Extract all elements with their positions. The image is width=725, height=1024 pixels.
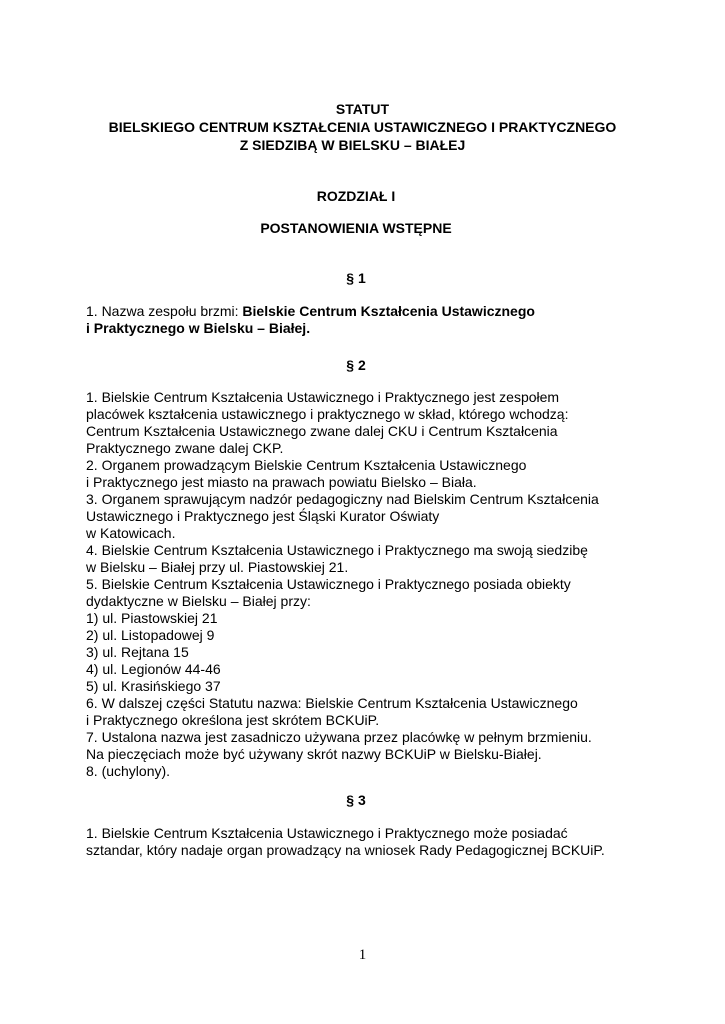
title-line-3: Z SIEDZIBĄ W BIELSKU – BIAŁEJ <box>239 137 466 153</box>
paragraph-line: 5. Bielskie Centrum Kształcenia Ustawicznego i Praktycznego posiada obiekty <box>86 576 571 592</box>
paragraph-line: sztandar, który nadaje organ prowadzący na wniosek Rady Pedagogicznej BCKUiP. <box>86 842 605 858</box>
paragraph-line: 4) ul. Legionów 44-46 <box>86 661 221 677</box>
chapter-subheading: POSTANOWIENIA WSTĘPNE <box>260 220 452 236</box>
section-3-body <box>86 825 646 859</box>
section-3-heading: § 3 <box>346 792 366 808</box>
section-1-text-plain: 1. Nazwa zespołu brzmi: <box>86 303 243 319</box>
section-2-heading: § 2 <box>346 357 366 373</box>
paragraph-line: dydaktyczne w Bielsku – Białej przy: <box>86 593 311 609</box>
paragraph-line: w Bielsku – Białej przy ul. Piastowskiej 21. <box>86 559 349 575</box>
section-1-line-2: i Praktycznego w Bielsku – Białej. <box>86 320 311 336</box>
paragraph-line: 8. (uchylony). <box>86 763 171 779</box>
paragraph-line: 6. W dalszej części Statutu nazwa: Bielskie Centrum Kształcenia Ustawicznego <box>86 695 578 711</box>
title-line-2: BIELSKIEGO CENTRUM KSZTAŁCENIA USTAWICZNEGO I PRAKTYCZNEGO <box>108 119 617 135</box>
title-line-1: STATUT <box>335 101 390 117</box>
paragraph-line: 2. Organem prowadzącym Bielskie Centrum Kształcenia Ustawicznego <box>86 457 527 473</box>
section-1-text-bold: Bielskie Centrum Kształcenia Ustawicznego <box>242 303 535 319</box>
section-2-body <box>86 389 646 780</box>
paragraph-line: 3. Organem sprawującym nadzór pedagogiczny nad Bielskim Centrum Kształcenia <box>86 491 599 507</box>
paragraph-line: 4. Bielskie Centrum Kształcenia Ustawicznego i Praktycznego ma swoją siedzibę <box>86 542 588 558</box>
chapter-heading: ROZDZIAŁ I <box>316 188 396 204</box>
paragraph-line: 1) ul. Piastowskiej 21 <box>86 610 218 626</box>
paragraph-line: i Praktycznego jest miasto na prawach powiatu Bielsko – Biała. <box>86 474 477 490</box>
section-1-line-1 <box>86 303 646 320</box>
paragraph-line: Na pieczęciach może być używany skrót nazwy BCKUiP w Bielsku-Białej. <box>86 746 542 762</box>
paragraph-line: Praktycznego zwane dalej CKP. <box>86 440 284 456</box>
paragraph-line: 1. Bielskie Centrum Kształcenia Ustawicznego i Praktycznego może posiadać <box>86 825 568 841</box>
paragraph-line: placówek kształcenia ustawicznego i praktycznego w skład, którego wchodzą: <box>86 406 569 422</box>
page-number: 1 <box>358 947 367 963</box>
paragraph-line: 3) ul. Rejtana 15 <box>86 644 189 660</box>
paragraph-line: Ustawicznego i Praktycznego jest Śląski Kurator Oświaty <box>86 508 440 524</box>
paragraph-line: w Katowicach. <box>86 525 176 541</box>
paragraph-line: i Praktycznego określona jest skrótem BCKUiP. <box>86 712 380 728</box>
paragraph-line: 2) ul. Listopadowej 9 <box>86 627 215 643</box>
paragraph-line: 1. Bielskie Centrum Kształcenia Ustawicznego i Praktycznego jest zespołem <box>86 389 560 405</box>
section-1-body <box>86 303 646 337</box>
paragraph-line: 7. Ustalona nazwa jest zasadniczo używana przez placówkę w pełnym brzmieniu. <box>86 729 592 745</box>
paragraph-line: Centrum Kształcenia Ustawicznego zwane dalej CKU i Centrum Kształcenia <box>86 423 558 439</box>
document-title <box>0 100 725 154</box>
paragraph-line: 5) ul. Krasińskiego 37 <box>86 678 221 694</box>
section-1-heading: § 1 <box>346 270 366 286</box>
